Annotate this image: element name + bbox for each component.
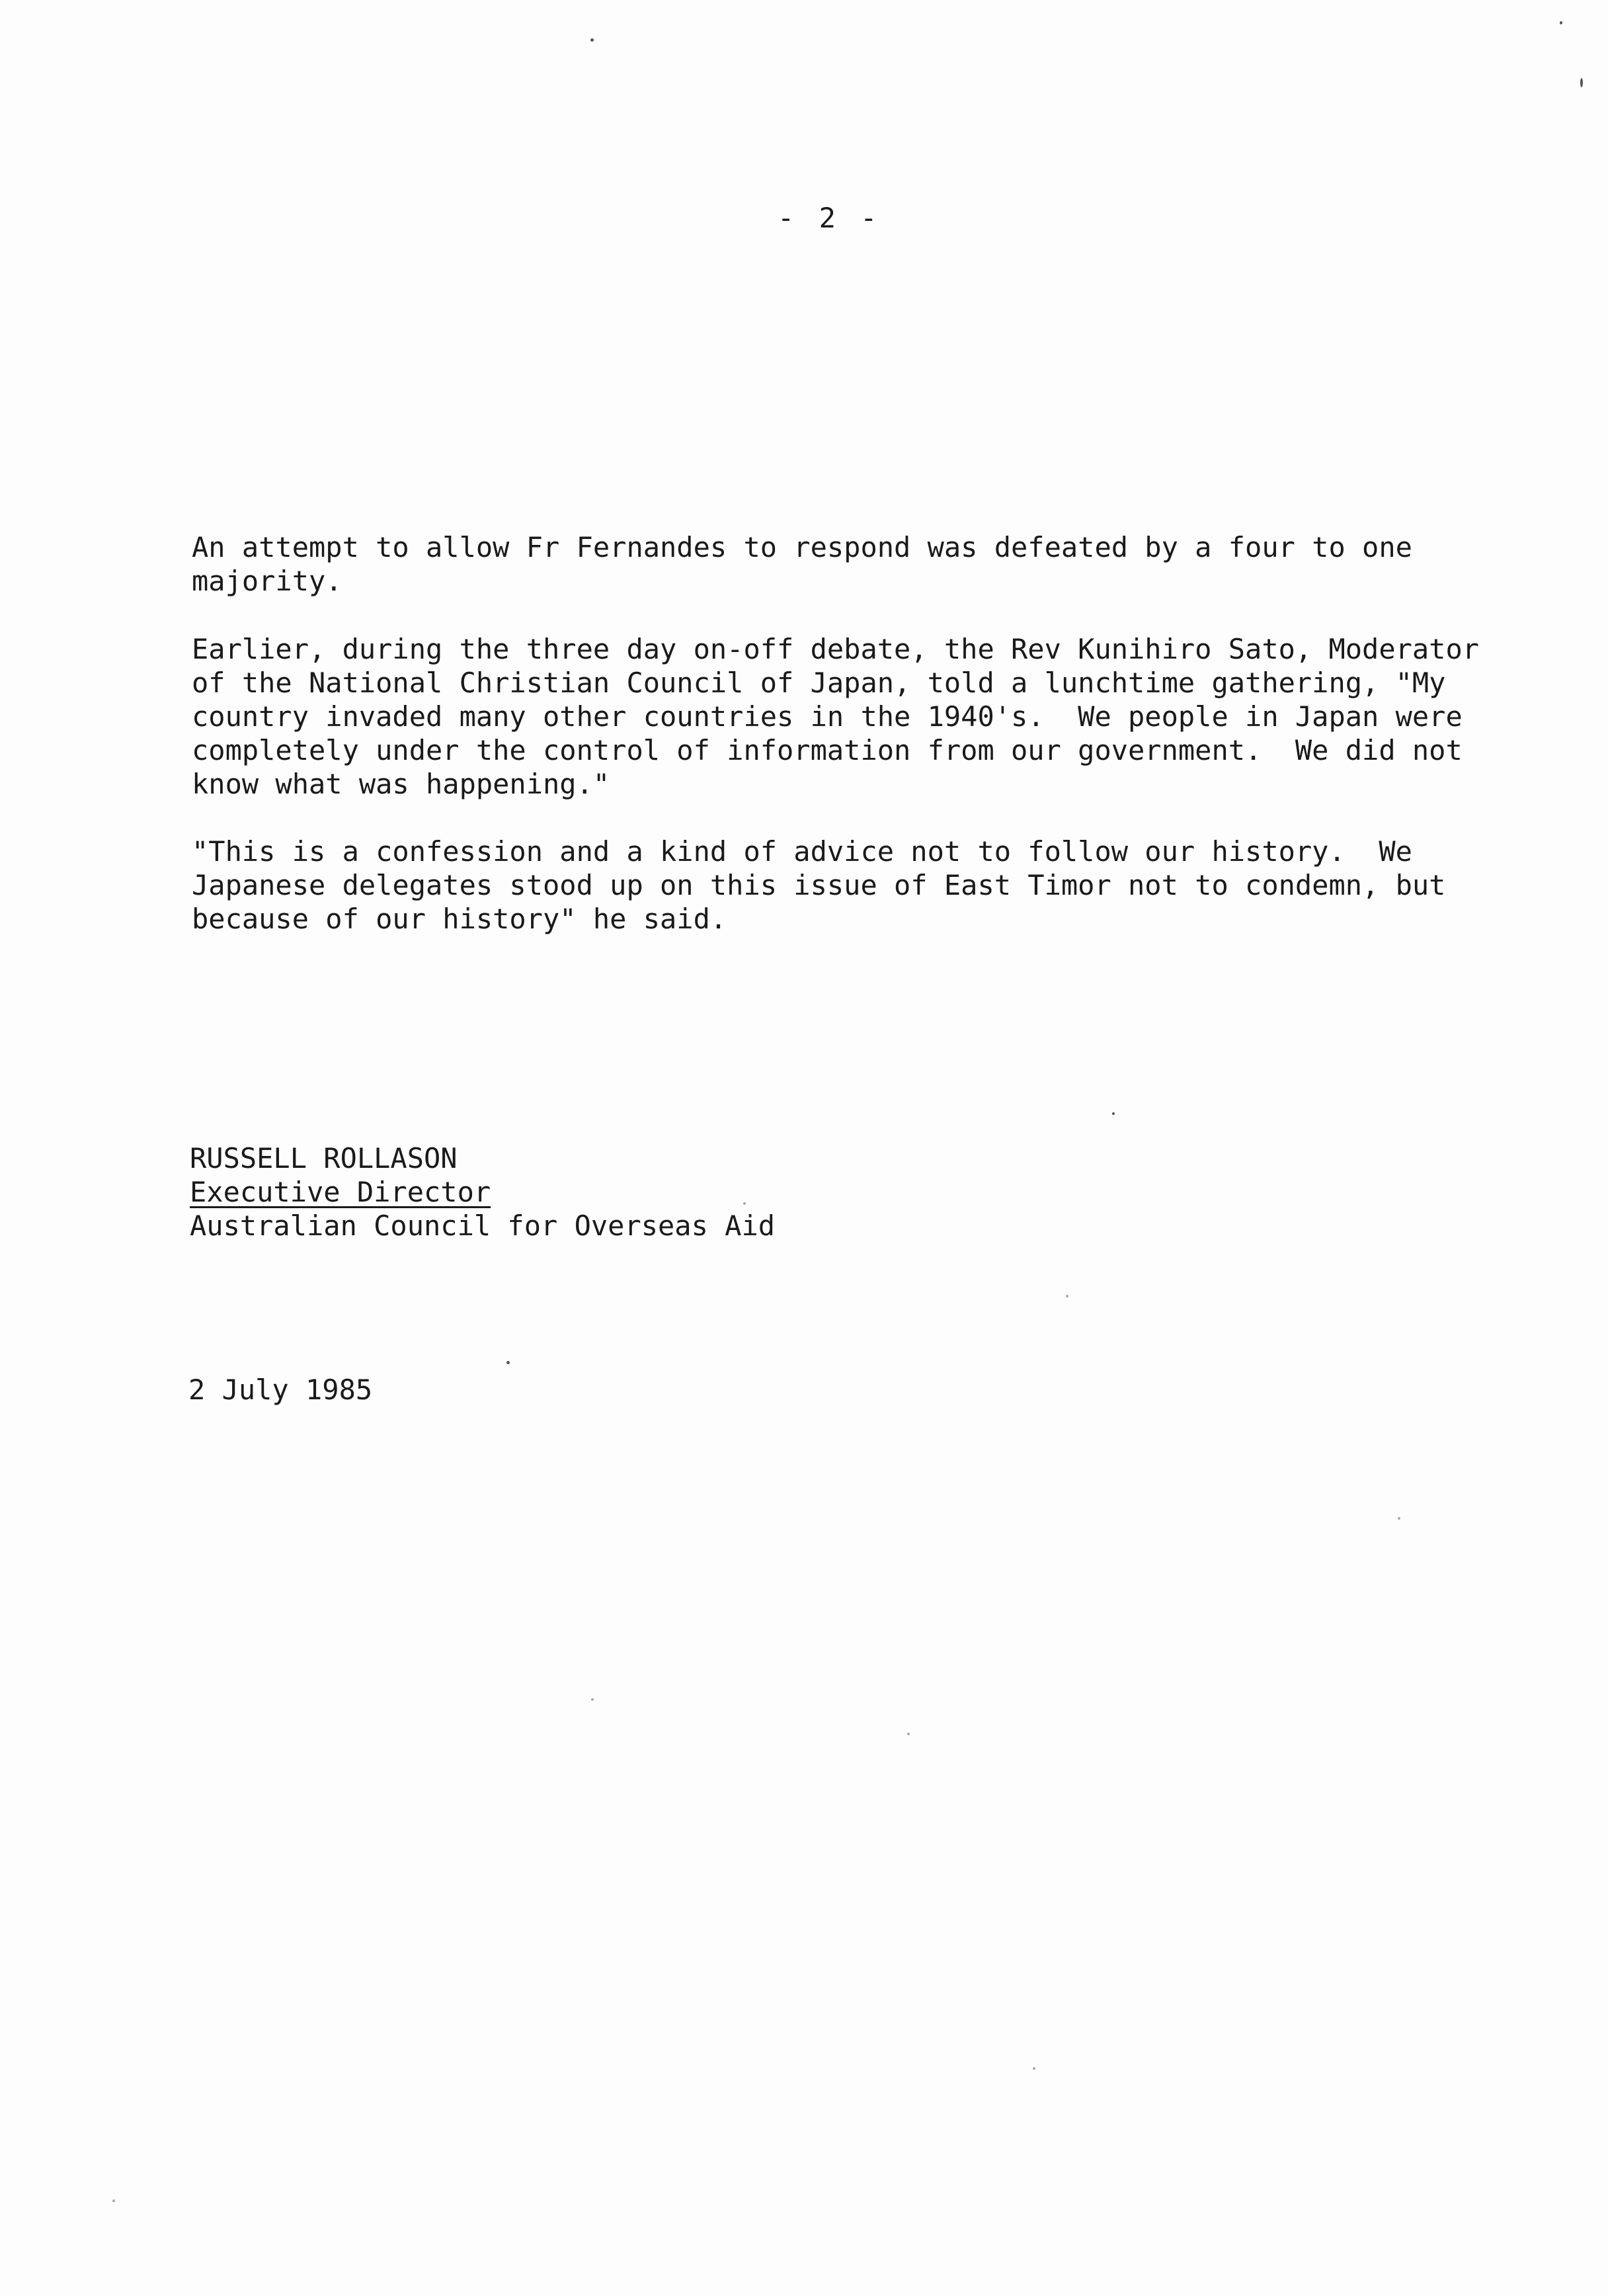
scan-speck — [591, 1698, 594, 1701]
paragraph-line: "This is a confession and a kind of advice not to follow our history. We — [192, 835, 1412, 868]
scan-speck — [1560, 21, 1562, 24]
paragraph-sato-remarks — [192, 632, 1514, 801]
scan-speck — [1398, 1517, 1400, 1520]
paragraph-line: completely under the control of information from our government. We did not — [192, 734, 1463, 766]
paragraph-line: Earlier, during the three day on-off debate, the Rev Kunihiro Sato, Moderator — [192, 633, 1480, 665]
paragraph-vote-result — [192, 530, 1514, 598]
paragraph-line: majority. — [192, 565, 342, 597]
page-number: - 2 - — [778, 202, 881, 234]
scan-speck — [1112, 1112, 1115, 1115]
scan-speck — [1580, 78, 1583, 87]
paragraph-confession-quote — [192, 835, 1514, 936]
scan-speck — [743, 1202, 746, 1205]
scan-speck — [506, 1361, 510, 1364]
signatory-organisation: Australian Council for Overseas Aid — [190, 1210, 776, 1242]
scan-speck — [1066, 1295, 1068, 1297]
paragraph-line: know what was happening." — [192, 768, 610, 800]
signatory-title: Executive Director — [190, 1176, 491, 1208]
signatory-name: RUSSELL ROLLASON — [190, 1142, 458, 1174]
paragraph-line: of the National Christian Council of Japan, told a lunchtime gathering, "My — [192, 667, 1446, 699]
paragraph-line: Japanese delegates stood up on this issue of East Timor not to condemn, but — [192, 869, 1446, 901]
scan-speck — [907, 1733, 910, 1735]
scan-speck — [1033, 2067, 1035, 2070]
scan-speck — [112, 2199, 115, 2202]
document-date: 2 July 1985 — [188, 1374, 373, 1406]
paragraph-line: because of our history" he said. — [192, 903, 727, 935]
paragraph-line: An attempt to allow Fr Fernandes to respond was defeated by a four to one — [192, 531, 1412, 563]
signature-block — [190, 1141, 775, 1243]
scan-speck — [590, 38, 594, 42]
paragraph-line: country invaded many other countries in the 1940's. We people in Japan were — [192, 700, 1463, 733]
